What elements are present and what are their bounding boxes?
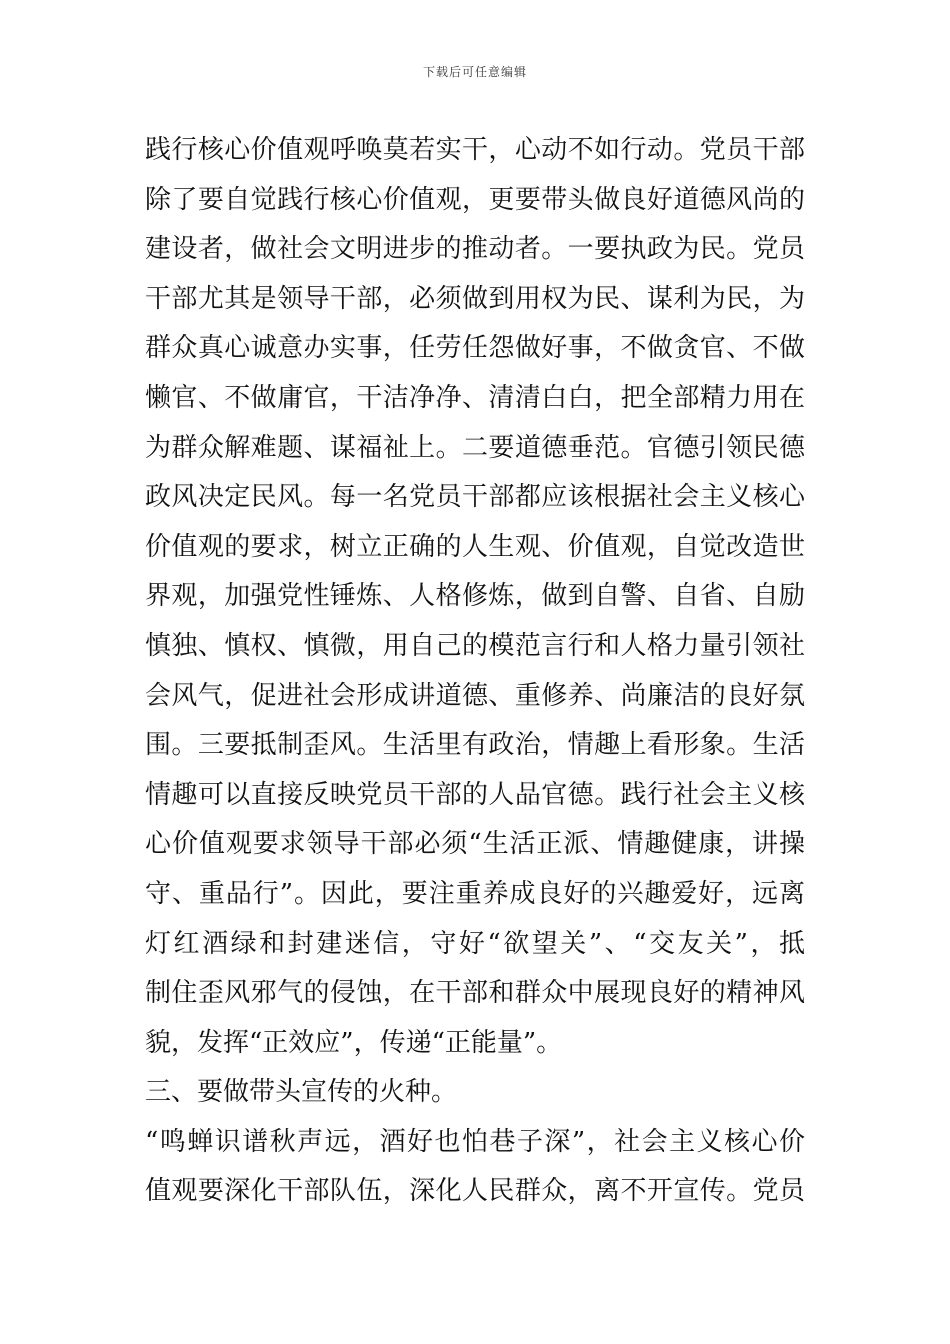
text-line: 制住歪风邪气的侵蚀，在干部和群众中展现良好的精神风: [145, 978, 805, 1009]
text-line: “鸣蝉识谱秋声远，酒好也怕巷子深”，社会主义核心价: [145, 1126, 805, 1157]
text-line: 践行核心价值观呼唤莫若实干，心动不如行动。党员干部: [145, 135, 805, 165]
text-line: 值观要深化干部队伍，深化人民群众，离不开宣传。党员: [145, 1176, 805, 1207]
text-line: 围。三要抵制歪风。生活里有政治，情趣上看形象。生活: [145, 730, 805, 761]
body-text: [145, 126, 805, 1217]
section-heading: 三、要做带头宣传的火种。: [145, 1077, 458, 1108]
text-line: 干部尤其是领导干部，必须做到用权为民、谋利为民，为: [145, 283, 805, 314]
text-line: 界观，加强党性锤炼、人格修炼，做到自警、自省、自励: [145, 581, 805, 612]
text-line: 心价值观要求领导干部必须“生活正派、情趣健康，讲操: [145, 829, 805, 860]
text-line: 为群众解难题、谋福祉上。二要道德垂范。官德引领民德: [145, 432, 805, 463]
text-line: 慎独、慎权、慎微，用自己的模范言行和人格力量引领社: [145, 630, 805, 661]
text-line: 建设者，做社会文明进步的推动者。一要执政为民。党员: [145, 234, 805, 265]
page-header: 下载后可任意编辑: [422, 65, 527, 79]
text-line: 懒官、不做庸官，干洁净净、清清白白，把全部精力用在: [145, 382, 805, 413]
text-line: 灯红酒绿和封建迷信，守好“欲望关”、“交友关”，抵: [145, 928, 805, 959]
text-line: 守、重品行”。因此，要注重养成良好的兴趣爱好，远离: [145, 878, 805, 909]
text-line: 除了要自觉践行核心价值观，更要带头做良好道德风尚的: [145, 184, 805, 215]
text-line: 群众真心诚意办实事，任劳任怨做好事，不做贪官、不做: [145, 333, 805, 364]
text-line: 情趣可以直接反映党员干部的人品官德。践行社会主义核: [145, 779, 805, 810]
text-line: 会风气，促进社会形成讲道德、重修养、尚廉洁的良好氛: [145, 680, 805, 711]
text-line: 价值观的要求，树立正确的人生观、价值观，自觉改造世: [145, 531, 805, 562]
text-line: 政风决定民风。每一名党员干部都应该根据社会主义核心: [145, 482, 805, 513]
text-line: 貌，发挥“正效应”，传递“正能量”。: [145, 1027, 563, 1058]
